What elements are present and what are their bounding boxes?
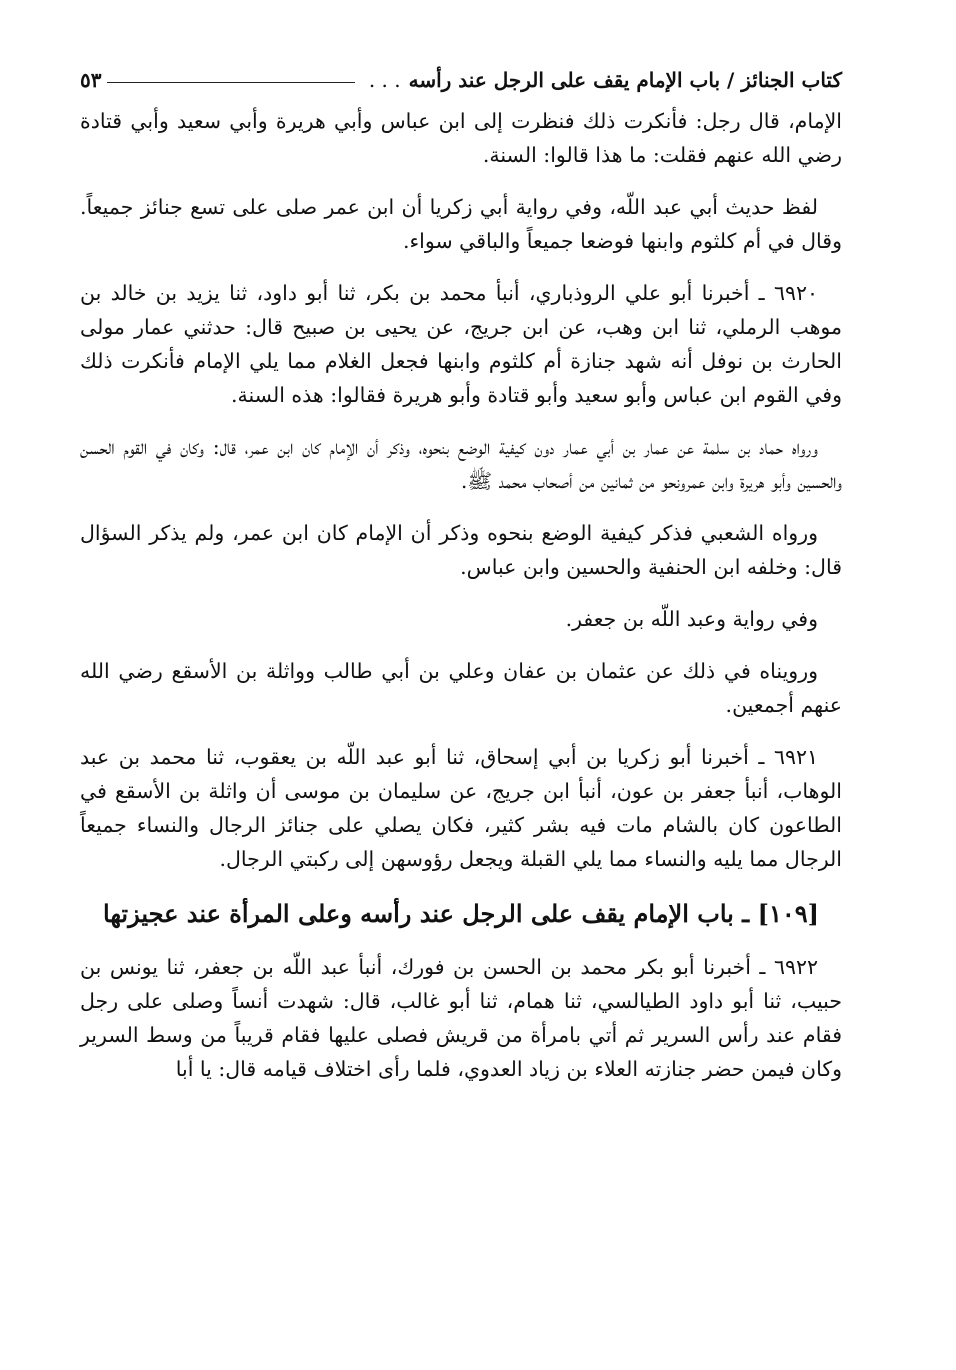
paragraph: ورواه الشعبي فذكر كيفية الوضع بنحوه وذكر أن الإمام كان ابن عمر، ولم يذكر السؤال قال: وخلفه ابن الحنفية والحسين وابن عباس. <box>80 521 842 579</box>
paragraph: ٦٩٢٠ ـ أخبرنا أبو علي الروذباري، أنبأ محمد بن بكر، ثنا أبو داود، ثنا يزيد بن خالد بن موهب الرملي، ثنا ابن وهب، عن ابن جريج، عن يحيى بن صبيح قال: حدثني عمار مولى الحارث بن نوفل أنه شهد جنازة أم كلثوم وابنها فجعل الغلام مما يلي الإمام فأنكرت ذلك وفي القوم ابن عباس وأبو سعيد وأبو قتادة وأبو هريرة فقالوا: هذه السنة. <box>80 281 842 407</box>
running-header <box>80 60 842 100</box>
paragraph: ورويناه في ذلك عن عثمان بن عفان وعلي بن أبي طالب وواثلة بن الأسقع رضي الله عنهم أجمعين. <box>80 659 842 717</box>
page-number: ٥٣ <box>80 68 102 92</box>
header-rule <box>107 82 354 83</box>
paragraph: وفي رواية وعبد اللّه بن جعفر. <box>565 607 818 631</box>
paragraph: ورواه حماد بن سلمة عن عمار بن أبي عمار دون كيفية الوضع بنحوه، وذكر أن الإمام كان ابن عمر، قال: وكان في القوم الحسن والحسين وأبو هريرة وابن عمرونحو من ثمانين من أصحاب محمد ﷺ. <box>80 435 842 493</box>
paragraph: لفظ حديث أبي عبد اللّه، وفي رواية أبي زكريا أن ابن عمر صلى على تسع جنائز جميعاً. وقال في أم كلثوم وابنها فوضعا جميعاً والباقي سواء. <box>80 195 842 253</box>
header-title: كتاب الجنائز / باب الإمام يقف على الرجل عند رأسه <box>408 68 842 92</box>
paragraph: ٦٩٢٢ ـ أخبرنا أبو بكر محمد بن الحسن بن فورك، أنبأ عبد اللّه بن جعفر، ثنا يونس بن حبيب، ثنا أبو داود الطيالسي، ثنا همام، ثنا أبو غالب، قال: شهدت أنساً وصلى على رجل فقام عند رأس السرير ثم أتي بامرأة من قريش فصلى عليها فقام قريباً من وسط السرير وكان فيمن حضر جنازته العلاء بن زياد العدوي، فلما رأى اختلاف قيامه قال: يا أبا <box>80 955 842 1081</box>
header-dots: . . . <box>368 68 401 92</box>
page <box>80 60 842 1104</box>
paragraph: الإمام، قال رجل: فأنكرت ذلك فنظرت إلى ابن عباس وأبي هريرة وأبي سعيد وأبي قتادة رضي الله عنهم فقلت: ما هذا قالوا: السنة. <box>80 109 842 167</box>
chapter-heading: [١٠٩] ـ باب الإمام يقف على الرجل عند رأسه وعلى المرأة عند عجيزتها <box>103 899 819 928</box>
paragraph: ٦٩٢١ ـ أخبرنا أبو زكريا بن أبي إسحاق، ثنا أبو عبد اللّه بن يعقوب، ثنا محمد بن عبد الوهاب، أنبأ جعفر بن عون، أنبأ ابن جريج، عن سليمان بن موسى أن واثلة بن الأسقع في الطاعون كان بالشام مات فيه بشر كثير، فكان يصلي على جنائز الرجال والنساء جميعاً الرجال مما يليه والنساء مما يلي القبلة ويجعل رؤوسهن إلى ركبتي الرجال. <box>80 745 842 871</box>
